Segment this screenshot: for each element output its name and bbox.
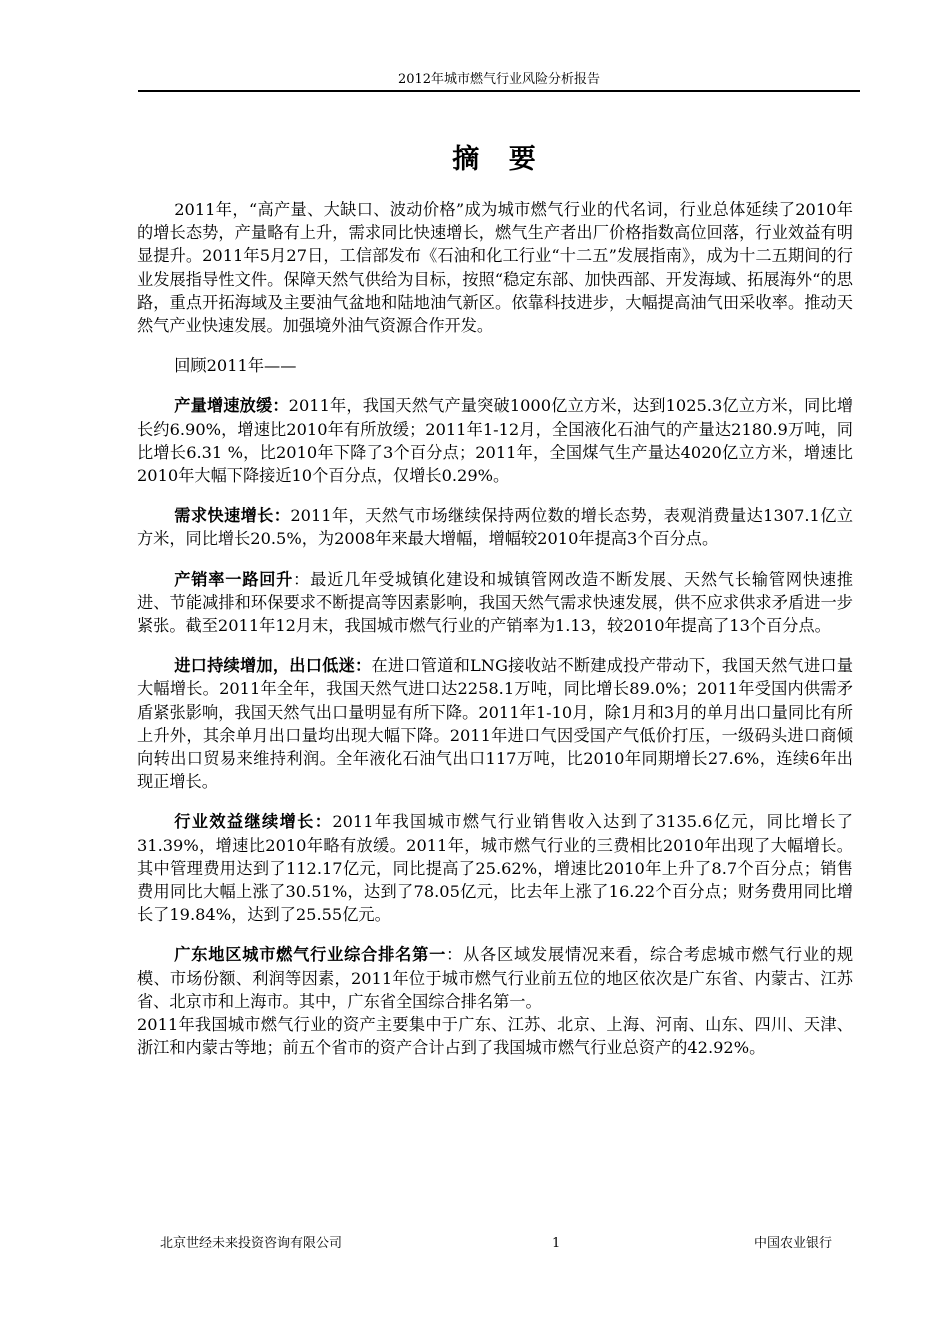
paragraph-guangdong xyxy=(137,943,853,1013)
running-header: 2012年城市燃气行业风险分析报告 xyxy=(397,72,601,87)
paragraph-import-export xyxy=(137,654,853,793)
paragraph-text: 回顾2011年—— xyxy=(174,356,297,376)
paragraph-assets: 2011年我国城市燃气行业的资产主要集中于广东、江苏、北京、上海、河南、山东、四川、天津、浙江和内蒙古等地；前五个省市的资产合计占到了我国城市燃气行业总资产的42.92%。 xyxy=(137,1015,853,1058)
paragraph-profit xyxy=(137,810,853,926)
paragraph-text: 2011年，“高产量、大缺口、波动价格”成为城市燃气行业的代名词，行业总体延续了2010年的增长态势，产量略有上升，需求同比快速增长，燃气生产者出厂价格指数高位回落，行业效益有明显提升。2011年5月27日，工信部发布《石油和化工行业“十二五”发展指南》，成为十二五期间的行业发展指导性文件。保障天然气供给为目标，按照“稳定东部、加快西部、开发海域、拓展海外“的思路，重点开拓海域及主要油气盆地和陆地油气新区。依靠科技进步，大幅提高油气田采收率。推动天然气产业快速发展。加强境外油气资源合作开发。 xyxy=(137,200,853,336)
paragraph-text: 在进口管道和LNG接收站不断建成投产带动下，我国天然气进口量大幅增长。2011年全年，我国天然气进口达2258.1万吨，同比增长89.0%；2011年受国内供需矛盾紧张影响，我国天然气出口量明显有所下降。2011年1-10月，除1月和3月的单月出口量同比有所上升外，其余单月出口量均出现大幅下降。2011年进口气因受国产气低价打压，一级码头进口商倾向转出口贸易来维持利润。全年液化石油气出口117万吨，比2010年同期增长27.6%，连续6年出现正增长。 xyxy=(137,656,854,792)
page-footer xyxy=(160,1236,832,1252)
paragraph-intro xyxy=(137,198,853,337)
paragraph-text: 2011年我国城市燃气行业销售收入达到了3135.6亿元，同比增长了31.39%，增速比2010年略有放缓。2011年，城市燃气行业的三费相比2010年出现了大幅增长。其中管理费用达到了112.17亿元，同比提高了25.62%，增速比2010年上升了8.7个百分点；销售费用同比大幅上涨了30.51%，达到了78.05亿元，比去年上涨了16.22个百分点；财务费用同比增长了19.84%，达到了25.55亿元。 xyxy=(137,812,853,925)
paragraph-text: 2011年，我国天然气产量突破1000亿立方米，达到1025.3亿立方米，同比增长约6.90%，增速比2010年有所放缓；2011年1-12月，全国液化石油气的产量达2180.9万吨，同比增长6.31 %，比2010年下降了3个百分点；2011年，全国煤气生产量达4020亿立方米，增速比2010年大幅下降接近10个百分点，仅增长0.29%。 xyxy=(137,396,854,486)
paragraph-text: 2011年，天然气市场继续保持两位数的增长态势，表观消费量达1307.1亿立方米，同比增长20.5%，为2008年来最大增幅，增幅较2010年提高3个百分点。 xyxy=(137,506,853,549)
footer-company: 北京世经未来投资咨询有限公司 xyxy=(160,1236,343,1251)
page-number: 1 xyxy=(552,1236,561,1251)
header-rule xyxy=(138,90,860,92)
paragraph-text: ：最近几年受城镇化建设和城镇管网改造不断发展、天然气长输管网快速推进、节能减排和环保要求不断提高等因素影响，我国天然气需求快速发展，供不应求供求矛盾进一步紧张。截至2011年12月末，我国城市燃气行业的产销率为1.13，较2010年提高了13个百分点。 xyxy=(137,569,853,636)
summary-body xyxy=(137,198,853,1060)
paragraph-lead: 广东地区城市燃气行业综合排名第一 xyxy=(174,945,447,965)
page-title: 摘 要 xyxy=(452,144,546,175)
paragraph-review xyxy=(137,354,853,377)
paragraph-lead: 行业效益继续增长： xyxy=(174,812,333,832)
paragraph-lead: 产量增速放缓： xyxy=(174,396,289,416)
footer-bank: 中国农业银行 xyxy=(753,1236,832,1251)
paragraph-text: ：从各区域发展情况来看，综合考虑城市燃气行业的规模、市场份额、利润等因素，2011年位于城市燃气行业前五位的地区依次是广东省、内蒙古、江苏省、北京市和上海市。其中，广东省全国综合排名第一。 xyxy=(137,945,854,1011)
paragraph-production xyxy=(137,394,853,487)
paragraph-lead: 进口持续增加，出口低迷： xyxy=(174,656,372,676)
paragraph-lead: 产销率一路回升 xyxy=(174,569,294,589)
paragraph-lead: 需求快速增长： xyxy=(174,506,291,526)
paragraph-sales-rate xyxy=(137,568,853,638)
paragraph-demand xyxy=(137,504,853,550)
